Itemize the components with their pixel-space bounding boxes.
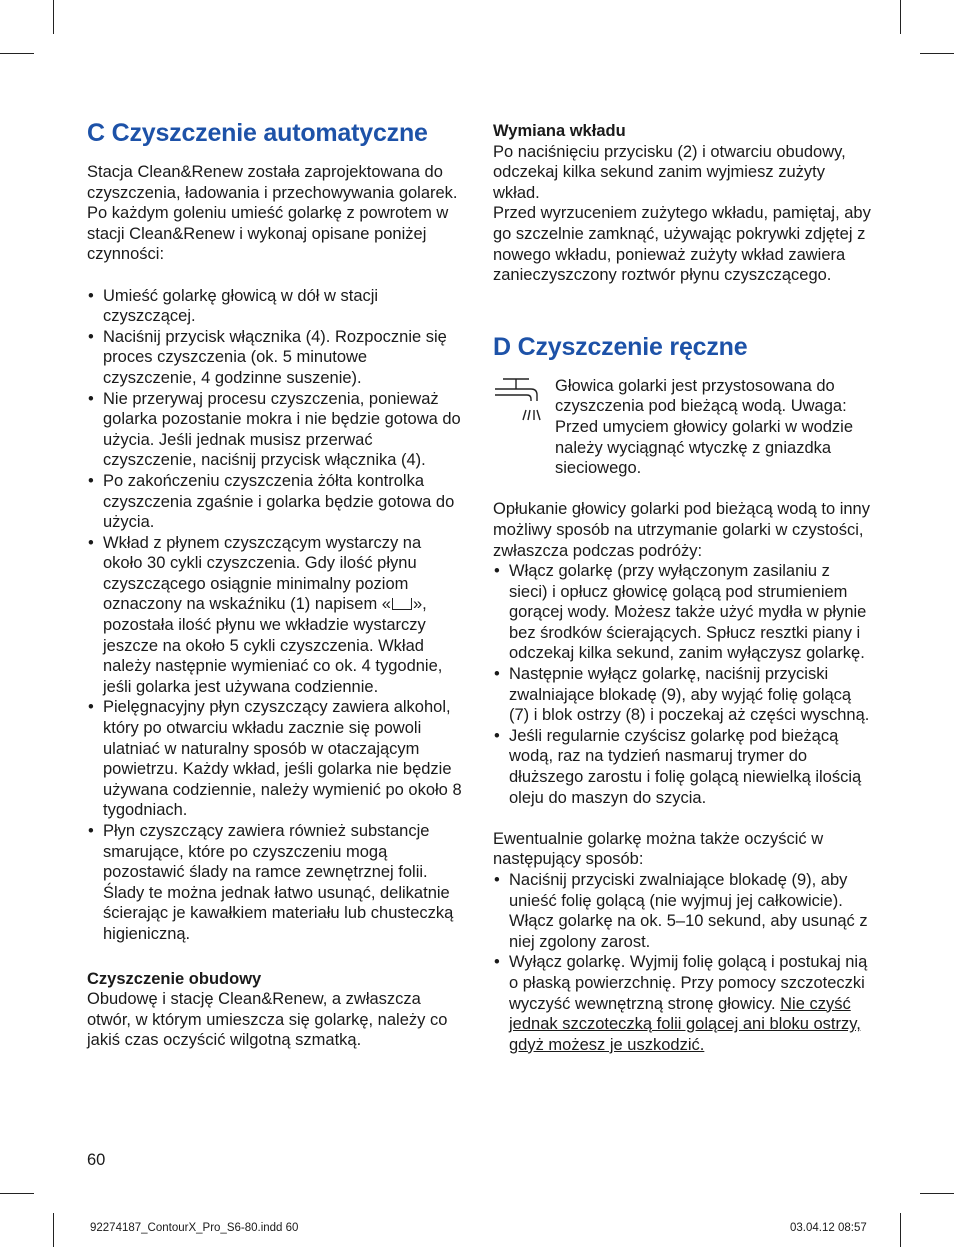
list-item: • Umieść golarkę głowicą w dół w stacji czyszczącej. bbox=[87, 286, 465, 327]
bullet-text: Wyłącz golarkę. Wyjmij folię golącą i postukaj nią o płaską powierzchnię. Przy pomocy szczoteczki wyczyść wewnętrzną stronę głowicy. bbox=[509, 953, 868, 1013]
section-c-bullets bbox=[87, 286, 465, 945]
section-d-intro: Opłukanie głowicy golarki pod bieżącą wodą to inny możliwy sposób na utrzymanie golarki w czystości, zwłaszcza podczas podróży: bbox=[493, 500, 870, 560]
crop-mark bbox=[53, 0, 54, 34]
left-column bbox=[87, 118, 465, 1051]
section-c-title: C Czyszczenie automatyczne bbox=[87, 119, 428, 147]
right-column bbox=[493, 121, 871, 1055]
list-item bbox=[493, 952, 871, 1055]
alt-intro: Ewentualnie golarkę można także oczyścić w następujący sposób: bbox=[493, 829, 824, 869]
page-number: 60 bbox=[87, 1151, 106, 1169]
crop-mark bbox=[900, 0, 901, 34]
crop-mark bbox=[920, 1193, 954, 1194]
bullet-text: Wkład z płynem czyszczącym wystarczy na około 30 cykli czyszczenia. Gdy ilość płynu czyszczącego osiągnie minimalny poziom oznaczony na wskaźniku (1) napisem « bbox=[103, 533, 422, 614]
min-level-icon bbox=[392, 598, 412, 610]
list-item: • Jeśli regularnie czyścisz golarkę pod bieżącą wodą, raz na tydzień nasmaruj trymer do dłuższego zarostu i folię golącą niewielką ilością oleju do maszyn do szycia. bbox=[493, 726, 871, 808]
cartridge-text-1: Po naciśnięciu przycisku (2) i otwarciu obudowy, odczekaj kilka sekund zanim wyjmiesz zużyty wkład. bbox=[493, 142, 846, 202]
list-item: • Pielęgnacyjny płyn czyszczący zawiera alkohol, który po otwarciu wkładu zacznie się powoli ulatniać w naturalny sposób w otaczającym powietrzu. Każdy wkład, jeśli golarka nie będzie używana codziennie, należy wymienić po około 8 tygodniach. bbox=[87, 697, 465, 821]
crop-mark bbox=[920, 53, 954, 54]
list-item bbox=[87, 533, 465, 698]
crop-mark bbox=[900, 1213, 901, 1247]
list-item: • Naciśnij przyciski zwalniające blokadę (9), aby unieść folię golącą (nie wyjmuj jej całkowicie). Włącz golarkę na ok. 5–10 sekund, aby usunąć z niej zgolony zarost. bbox=[493, 870, 871, 952]
cartridge-heading: Wymiana wkładu bbox=[493, 122, 626, 140]
water-note bbox=[493, 376, 871, 479]
crop-mark bbox=[53, 1213, 54, 1247]
housing-heading: Czyszczenie obudowy bbox=[87, 969, 262, 988]
section-d-bullets bbox=[493, 561, 871, 808]
list-item: • Nie przerywaj procesu czyszczenia, ponieważ golarka pozostanie mokra i nie będzie gotowa do użycia. Jeśli jednak musisz przerwać czyszczenie, naciśnij przycisk włącznika (4). bbox=[87, 389, 465, 471]
footer-date: 03.04.12 08:57 bbox=[790, 1222, 867, 1234]
list-item: • Płyn czyszczący zawiera również substancje smarujące, które po czyszczeniu mogą pozostawić ślady na ramce zewnętrznej folii. Ślady te można jednak łatwo usunąć, delikatnie ścierając je kawałkiem materiału lub chusteczką higieniczną. bbox=[87, 821, 465, 945]
crop-mark bbox=[0, 1193, 34, 1194]
list-item: • Po zakończeniu czyszczenia żółta kontrolka czyszczenia zgaśnie i golarka będzie gotowa do użycia. bbox=[87, 471, 465, 533]
list-item: • Następnie wyłącz golarkę, naciśnij przyciski zwalniające blokadę (9), aby wyjąć folię golącą (7) i blok ostrzy (8) i poczekaj aż części wyschną. bbox=[493, 664, 871, 726]
section-d-title: D Czyszczenie ręczne bbox=[493, 332, 748, 361]
section-c-intro: Stacja Clean&Renew została zaprojektowana do czyszczenia, ładowania i przechowywania golarek. Po każdym goleniu umieść golarkę z powrotem w stacji Clean&Renew i wykonaj opisane poniżej czynności: bbox=[87, 163, 458, 264]
water-note-text: Głowica golarki jest przystosowana do czyszczenia pod bieżącą wodą. Uwaga: Przed umyciem głowicy golarki w wodzie należy wyciągnąć wtyczkę z gniazdka sieciowego. bbox=[555, 376, 854, 478]
footer-file: 92274187_ContourX_Pro_S6-80.indd 60 bbox=[90, 1222, 299, 1234]
alt-bullets bbox=[493, 870, 871, 1055]
list-item: • Włącz golarkę (przy wyłączonym zasilaniu z sieci) i opłucz głowicę golącą pod strumieniem gorącej wody. Możesz także użyć mydła w płynie bez środków ścierających. Spłucz resztki piany i odczekaj kilka sekund, zanim wyłączysz golarkę. bbox=[493, 561, 871, 664]
crop-mark bbox=[0, 53, 34, 54]
bullet-text: », pozostała ilość płynu we wkładzie wystarczy jeszcze na około 5 cykli czyszczenia. Wkład należy następnie wymieniać co ok. 4 tygodnie, jeśli golarka jest używana codziennie. bbox=[103, 595, 443, 696]
housing-text: Obudowę i stację Clean&Renew, a zwłaszcza otwór, w którym umieszcza się golarkę, należy co jakiś czas oczyścić wilgotną szmatką. bbox=[87, 990, 448, 1050]
list-item: • Naciśnij przycisk włącznika (4). Rozpocznie się proces czyszczenia (ok. 5 minutowe czyszczenie, 4 godzinne suszenie). bbox=[87, 327, 465, 389]
cartridge-text-2: Przed wyrzuceniem zużytego wkładu, pamiętaj, aby go szczelnie zamknąć, używając pokrywki zdjętej z nowego wkładu, ponieważ zużyty wkład zawiera zanieczyszczony roztwór płynu czyszczącego. bbox=[493, 204, 871, 285]
brush-warning: Nie czyść jednak szczoteczką folii golącej ani bloku ostrzy, gdyż możesz je uszkodzić. bbox=[509, 994, 861, 1054]
shower-icon bbox=[493, 376, 541, 426]
